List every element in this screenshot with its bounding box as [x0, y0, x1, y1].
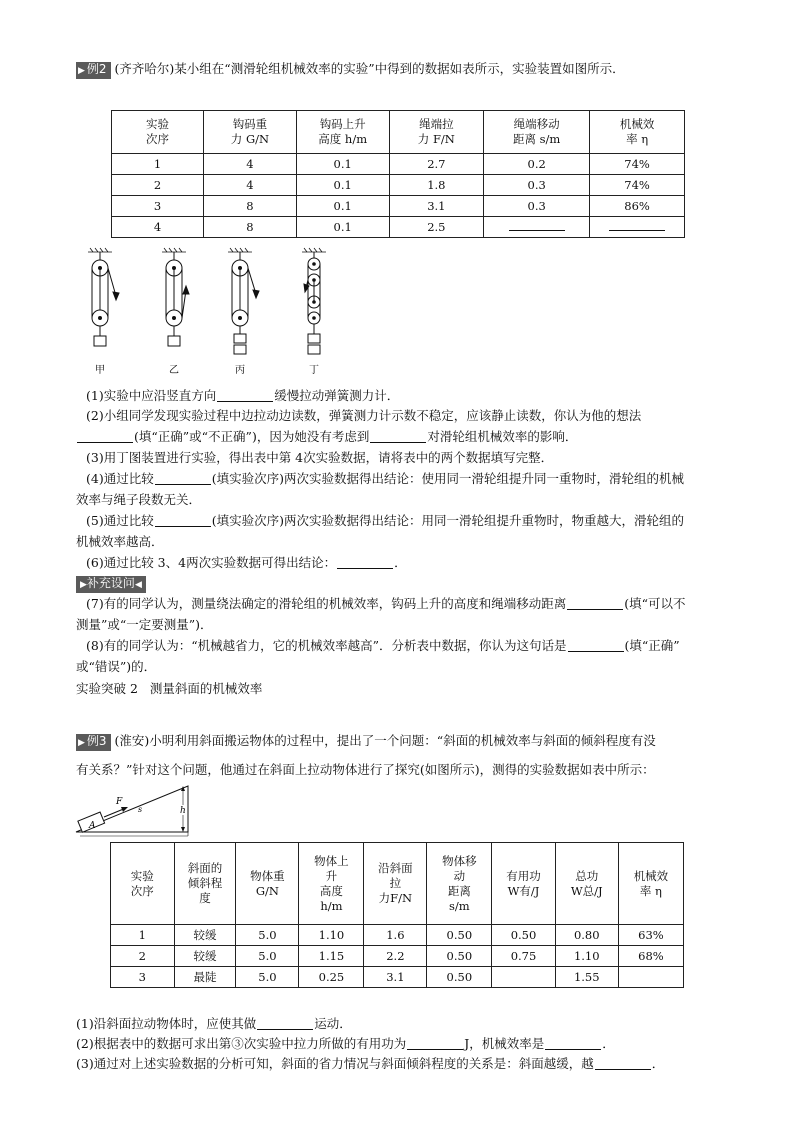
header-text: 钩码上升	[319, 117, 366, 131]
incline-table-cell: 3	[111, 967, 175, 988]
incline-table-cell: 1.15	[299, 946, 364, 967]
play-icon: ▶	[78, 66, 85, 76]
header-text: 物体重	[250, 868, 285, 883]
pulley-table-cell: 3	[112, 196, 204, 217]
answer-blank[interactable]	[595, 1057, 651, 1070]
incline-table-row	[111, 925, 684, 946]
pulley-table-cell: 0.1	[296, 175, 389, 196]
ex2-q1: (1)实验中应沿竖直方向 缓慢拉动弹簧测力计．	[86, 388, 400, 403]
header-text: 高度 h/m	[318, 132, 368, 146]
force-label: F	[116, 797, 123, 807]
fig-label-b: 乙	[169, 365, 179, 376]
header-text: 总功	[575, 868, 599, 883]
pulley-table-cell: 74%	[590, 175, 685, 196]
incline-table-cell: 63%	[618, 925, 683, 946]
ceiling-hatch	[88, 248, 326, 252]
incline-table-cell: 5.0	[236, 925, 299, 946]
block-label: A	[89, 821, 96, 831]
header-text: W总/J	[570, 883, 603, 898]
pulley-table-header-cell	[296, 111, 389, 154]
ex3-intro-line1: ▶ 例3 (淮安)小明利用斜面搬运物体的过程中，提出了一个问题：“斜面的机械效率与斜面的倾斜程度有没	[76, 733, 656, 751]
answer-blank[interactable]	[545, 1037, 601, 1050]
incline-table-cell: 0.50	[427, 967, 492, 988]
pulley-table-cell: 74%	[590, 154, 685, 175]
answer-blank[interactable]	[337, 556, 393, 569]
answer-blank[interactable]	[609, 219, 665, 231]
incline-table-cell: 1.10	[299, 925, 364, 946]
pulley-table-row	[112, 217, 685, 238]
header-text: 距离	[447, 883, 471, 898]
pulley-table-cell: 0.2	[484, 154, 590, 175]
pulley-table-cell[interactable]	[590, 217, 685, 238]
pulley-table-cell: 2.7	[389, 154, 484, 175]
answer-blank[interactable]	[370, 430, 426, 443]
answer-blank[interactable]	[567, 597, 623, 610]
pulley-table-header-cell	[204, 111, 297, 154]
pulley-table-cell: 0.1	[296, 217, 389, 238]
incline-table-cell: 68%	[618, 946, 683, 967]
pulley-table-cell: 0.3	[484, 175, 590, 196]
header-text: 度	[199, 891, 211, 905]
pulley-table-cell: 8	[204, 217, 297, 238]
incline-table-header-row	[111, 843, 684, 925]
incline-table-cell: 5.0	[236, 967, 299, 988]
header-text: 钩码重	[232, 117, 268, 131]
incline-table-header-cell	[555, 843, 618, 925]
incline-table-cell: 0.50	[427, 946, 492, 967]
height-label: h	[180, 806, 186, 816]
answer-blank[interactable]	[217, 389, 273, 402]
header-text: G/N	[255, 883, 279, 898]
incline-table-header-cell	[492, 843, 555, 925]
pulley-table-row	[112, 154, 685, 175]
incline-table-header-cell	[618, 843, 683, 925]
header-text: 有用功	[506, 868, 541, 883]
distance-label: s	[138, 805, 143, 814]
pulley-table-header-cell	[389, 111, 484, 154]
incline-table-cell: 0.25	[299, 967, 364, 988]
ex2-q4-line1: (4)通过比较 (填实验次序)两次实验数据得出结论：使用同一滑轮组提升同一重物时，滑轮组的机械	[86, 471, 684, 486]
answer-blank[interactable]	[155, 514, 211, 527]
incline-table-cell: 2.2	[364, 946, 427, 967]
ex2-q2-line2: (填“正确”或“不正确”)，因为她没有考虑到 对滑轮组机械效率的影响．	[76, 429, 577, 445]
answer-blank[interactable]	[509, 219, 565, 231]
ex3-q2: (2)根据表中的数据可求出第③次实验中拉力所做的有用功为 J，机械效率是 ．	[76, 1036, 615, 1051]
incline-table-row	[111, 967, 684, 988]
fig-label-d: 丁	[309, 365, 319, 376]
header-text: 率 η	[626, 132, 649, 146]
incline-table-header-cell	[427, 843, 492, 925]
pulley-table-header-cell	[590, 111, 685, 154]
incline-table-row	[111, 946, 684, 967]
supplement-tag: ▶补充设问◀	[76, 576, 146, 593]
pulley-table-header-cell	[112, 111, 204, 154]
ex3-q3: (3)通过对上述实验数据的分析可知，斜面的省力情况与斜面倾斜程度的关系是：斜面越缓，越 ．	[76, 1056, 665, 1071]
pulley-table-cell: 3.1	[389, 196, 484, 217]
header-text: 倾斜程	[187, 876, 223, 890]
header-text: 绳端移动	[513, 117, 560, 131]
incline-table-cell[interactable]	[618, 967, 683, 988]
header-text: 斜面的	[187, 861, 223, 875]
incline-table-cell: 0.50	[492, 925, 555, 946]
incline-table-header-cell	[111, 843, 175, 925]
pulley-table-cell: 0.1	[296, 196, 389, 217]
incline-table-header-cell	[236, 843, 299, 925]
header-text: 实验	[130, 868, 154, 883]
ex2-intro-line	[76, 61, 625, 79]
incline-table-cell: 1.10	[555, 946, 618, 967]
ex3-q1: (1)沿斜面拉动物体时，应使其做 运动．	[76, 1016, 352, 1031]
answer-blank[interactable]	[77, 430, 133, 443]
pulley-table-cell: 0.1	[296, 154, 389, 175]
header-text: 高度	[319, 883, 343, 898]
incline-table-cell: 1.55	[555, 967, 618, 988]
ex2-q4-line2: 效率与绳子段数无关．	[76, 492, 202, 507]
pulley-table-cell: 1.8	[389, 175, 484, 196]
ex2-q2-line1: (2)小组同学发现实验过程中边拉动边读数，弹簧测力计示数不稳定，应该静止读数，你认为他的想法	[86, 408, 642, 423]
ex2-q8-line2: 或“错误”)的．	[76, 659, 157, 674]
header-text: 次序	[130, 883, 154, 898]
pulley-table-cell: 8	[204, 196, 297, 217]
incline-table-cell: 0.80	[555, 925, 618, 946]
ex2-q5-line1: (5)通过比较 (填实验次序)两次实验数据得出结论：用同一滑轮组提升重物时，物重越大，滑轮组的	[86, 513, 684, 528]
header-text: 力F/N	[378, 891, 413, 905]
header-text: s/m	[449, 898, 470, 913]
pulley-setup-d	[304, 252, 320, 354]
header-text: h/m	[320, 898, 343, 913]
header-text: 力 F/N	[417, 132, 455, 146]
incline-table-cell: 5.0	[236, 946, 299, 967]
ex3-tag: ▶ 例3	[76, 734, 111, 751]
header-text: 物体上	[314, 853, 349, 868]
incline-table-cell[interactable]	[492, 967, 555, 988]
ex2-q5-line2: 机械效率越高．	[76, 534, 164, 549]
ex2-q3: (3)用丁图装置进行实验，得出表中第 4次实验数据，请将表中的两个数据填写完整．	[86, 450, 554, 465]
answer-blank[interactable]	[407, 1037, 463, 1050]
ex2-q7-line2: 测量”或“一定要测量”)．	[76, 617, 213, 632]
header-text: 机械效	[633, 868, 669, 883]
ex2-q6: (6)通过比较 3、4两次实验数据可得出结论： ．	[86, 555, 407, 570]
header-text: 拉	[389, 876, 402, 890]
header-text: 物体移	[442, 853, 477, 868]
pulley-table-cell: 4	[204, 154, 297, 175]
answer-blank[interactable]	[257, 1017, 313, 1030]
pulley-table-cell: 2	[112, 175, 204, 196]
ex3-intro-line2: 有关系？”针对这个问题，他通过在斜面上拉动物体进行了探究(如图所示)，测得的实验数据如表中所示：	[76, 762, 655, 777]
header-text: 距离 s/m	[512, 132, 561, 146]
section-heading-2: 实验突破 2 测量斜面的机械效率	[76, 681, 263, 696]
play-icon: ▶	[80, 580, 87, 590]
pulley-table-cell: 2.5	[389, 217, 484, 238]
header-text: 沿斜面	[378, 861, 413, 875]
header-text: 率 η	[639, 883, 662, 898]
pulley-table-cell[interactable]	[484, 217, 590, 238]
pulley-setup-a	[92, 252, 119, 346]
incline-table-cell: 2	[111, 946, 175, 967]
fig-label-a: 甲	[95, 365, 105, 376]
supplement-heading	[76, 575, 146, 593]
incline-figure	[70, 782, 200, 840]
incline-table-cell: 3.1	[364, 967, 427, 988]
incline-table-cell: 较缓	[174, 925, 236, 946]
header-text: 动	[453, 868, 466, 883]
header-text: 次序	[146, 132, 170, 146]
incline-data-table	[110, 842, 684, 988]
pulley-table-header-cell	[484, 111, 590, 154]
incline-table-cell: 最陡	[174, 967, 236, 988]
pulley-table-row	[112, 196, 685, 217]
pulley-table-header-row	[112, 111, 685, 154]
ex2-tag: ▶ 例2	[76, 62, 111, 79]
pulley-table-cell: 86%	[590, 196, 685, 217]
pulley-setup-b	[166, 252, 189, 346]
pulley-table-cell: 0.3	[484, 196, 590, 217]
header-text: 力 G/N	[230, 132, 270, 146]
answer-blank[interactable]	[568, 639, 624, 652]
ex2-q8-line1: (8)有的同学认为：“机械越省力，它的机械效率越高”．分析表中数据，你认为这句话是 (填“正确”	[86, 638, 680, 653]
pulley-table-row	[112, 175, 685, 196]
incline-table-cell: 0.50	[427, 925, 492, 946]
ex2-intro: (齐齐哈尔)某小组在“测滑轮组机械效率的实验”中得到的数据如表所示，实验装置如图所示．	[114, 61, 625, 76]
incline-table-header-cell	[299, 843, 364, 925]
pulley-table-cell: 4	[204, 175, 297, 196]
incline-table-cell: 0.75	[492, 946, 555, 967]
fig-label-c: 丙	[235, 365, 245, 376]
incline-table-cell: 1	[111, 925, 175, 946]
pulley-data-table	[111, 110, 685, 238]
header-text: 绳端拉	[419, 117, 454, 131]
pulley-table-cell: 4	[112, 217, 204, 238]
header-text: 机械效	[619, 117, 655, 131]
play-left-icon: ◀	[134, 580, 142, 590]
pulley-figure	[80, 246, 340, 378]
ex2-q7-line1: (7)有的同学认为，测量绕法确定的滑轮组的机械效率，钩码上升的高度和绳端移动距离 (填“可以不	[86, 596, 686, 611]
header-text: 实验	[146, 117, 170, 131]
incline-table-cell: 较缓	[174, 946, 236, 967]
pulley-table-cell: 1	[112, 154, 204, 175]
answer-blank[interactable]	[155, 472, 211, 485]
incline-table-header-cell	[174, 843, 236, 925]
incline-table-header-cell	[364, 843, 427, 925]
header-text: W有/J	[507, 883, 540, 898]
header-text: 升	[325, 868, 338, 883]
pulley-setup-c	[232, 252, 259, 354]
play-icon: ▶	[78, 738, 85, 748]
incline-table-cell: 1.6	[364, 925, 427, 946]
